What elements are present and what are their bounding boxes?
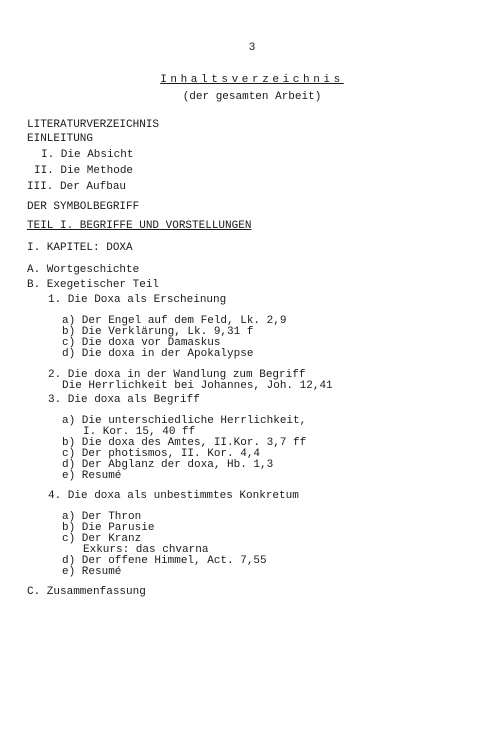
toc-entry-parusie: b) Die Parusie: [62, 522, 155, 534]
toc-heading: Inhaltsverzeichnis: [160, 74, 344, 86]
toc-entry-apokalypse: d) Die doxa in der Apokalypse: [62, 348, 254, 360]
toc-entry-kapitel-doxa: I. KAPITEL: DOXA: [27, 242, 133, 254]
toc-entry-konkretum: 4. Die doxa als unbestimmtes Konkretum: [48, 490, 299, 502]
page-number: 3: [248, 42, 256, 54]
toc-entry-offene-himmel: d) Der offene Himmel, Act. 7,55: [62, 555, 267, 567]
toc-entry-methode: II. Die Methode: [34, 165, 134, 177]
toc-subheading: (der gesamten Arbeit): [182, 91, 322, 103]
toc-entry-teil-1: TEIL I. BEGRIFFE UND VORSTELLUNGEN: [27, 220, 252, 232]
toc-entry-kranz: c) Der Kranz: [62, 533, 142, 545]
toc-entry-symbolbegriff: DER SYMBOLBEGRIFF: [27, 201, 140, 213]
toc-entry-abglanz: d) Der Abglanz der doxa, Hb. 1,3: [62, 459, 274, 471]
toc-entry-thron: a) Der Thron: [62, 511, 142, 523]
toc-entry-wortgeschichte: A. Wortgeschichte: [27, 264, 140, 276]
toc-entry-aufbau: III. Der Aufbau: [27, 181, 127, 193]
toc-entry-resume-2: e) Resumé: [62, 566, 122, 578]
toc-entry-exegetischer-teil: B. Exegetischer Teil: [27, 279, 160, 291]
toc-entry-herrlichkeit-ref: I. Kor. 15, 40 ff: [83, 426, 196, 438]
toc-entry-literaturverzeichnis: LITERATURVERZEICHNIS: [27, 119, 160, 131]
toc-entry-johannes: Die Herrlichkeit bei Johannes, Joh. 12,41: [62, 380, 333, 392]
toc-entry-doxa-erscheinung: 1. Die Doxa als Erscheinung: [48, 294, 227, 306]
toc-entry-doxa-begriff: 3. Die doxa als Begriff: [48, 394, 200, 406]
toc-entry-engel: a) Der Engel auf dem Feld, Lk. 2,9: [62, 315, 287, 327]
toc-entry-resume-1: e) Resumé: [62, 470, 122, 482]
toc-entry-exkurs: Exkurs: das chvarna: [83, 544, 209, 556]
toc-entry-absicht: I. Die Absicht: [41, 149, 134, 161]
toc-entry-einleitung: EINLEITUNG: [27, 133, 94, 145]
toc-entry-zusammenfassung: C. Zusammenfassung: [27, 586, 146, 598]
toc-entry-herrlichkeit: a) Die unterschiedliche Herrlichkeit,: [62, 415, 307, 427]
toc-entry-amtes: b) Die doxa des Amtes, II.Kor. 3,7 ff: [62, 437, 307, 449]
toc-entry-verklaerung: b) Die Verklärung, Lk. 9,31 f: [62, 326, 254, 338]
toc-entry-wandlung: 2. Die doxa in der Wandlung zum Begriff: [48, 369, 306, 381]
toc-entry-damaskus: c) Die doxa vor Damaskus: [62, 337, 221, 349]
toc-entry-photismos: c) Der photismos, II. Kor. 4,4: [62, 448, 261, 460]
